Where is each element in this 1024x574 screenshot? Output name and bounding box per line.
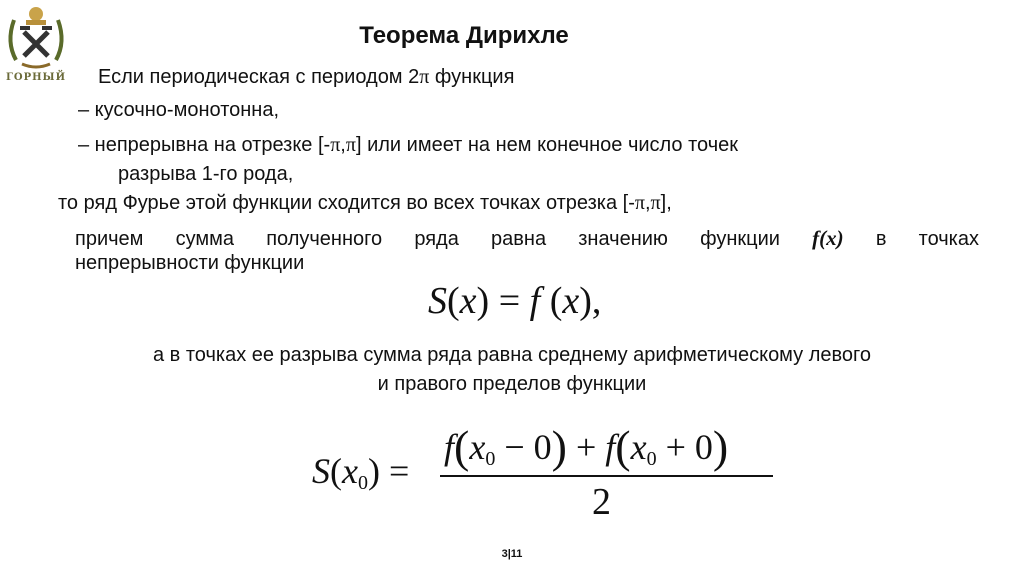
symbol-S: S [428,280,447,322]
continuity-line2: непрерывности функции [75,252,305,274]
pi-symbol: π [419,66,430,88]
symbol-x: x [562,280,580,322]
symbol-S: S [312,451,330,491]
formula-denominator: 2 [592,481,611,523]
condition-suffix: ] или имеет на нем конечное число точек [355,134,739,156]
slide-title: Теорема Дирихле [359,22,569,49]
subscript-zero: 0 [485,448,496,470]
formula-discontinuity [312,420,782,530]
symbol-x: x [342,451,358,491]
convergence-suffix: ], [660,192,672,214]
discontinuity-line2: и правого пределов функции [377,373,647,395]
subscript-zero: 0 [646,448,657,470]
symbol-x: x [459,280,477,322]
function-fx: f(x) [812,226,844,250]
continuity-prefix: причем сумма полученного ряда равна значению функции [75,228,813,250]
formula-numerator: $f(x_0 - 0) + f(x_0 + 0)$ [444,421,729,472]
page-number: 3|11 [501,548,523,560]
subscript-zero: 0 [357,472,368,494]
condition-prefix: – непрерывна на отрезке [- [78,134,331,156]
minus-zero: − 0 [495,427,552,467]
fraction-bar [440,475,773,477]
symbol-x: x [469,427,486,467]
formula-lhs: $S(x_0)$ = [312,451,410,494]
discontinuity-line1: а в точках ее разрыва сумма ряда равна среднему арифметическому левого [152,344,872,366]
continuity-statement [75,226,979,251]
symbol-f: f [605,427,616,467]
plus-zero: + 0 [656,427,713,467]
continuity-suffix: в точках [843,228,979,250]
intro-text: Если периодическая с периодом 2 [98,66,420,88]
condition-monotone: – кусочно-монотонна, [78,99,280,121]
symbol-f: f [529,280,541,322]
intro-tail: функция [429,66,515,88]
convergence-statement [58,192,672,215]
theorem-intro [98,66,514,89]
plus-sign: + [566,427,606,467]
symbol-x: x [630,427,647,467]
formula-continuity: S(x) = f (x), [428,280,602,322]
pi-symbol: π [650,192,661,214]
equals-sign: = [498,280,521,322]
condition-continuation: разрыва 1-го рода, [118,163,294,185]
pi-symbol: π [345,134,356,156]
convergence-prefix: то ряд Фурье этой функции сходится во всех точках отрезка [- [58,192,635,214]
pi-symbol: π [330,134,341,156]
comma: , [644,192,651,214]
condition-continuous [78,134,738,157]
comma: , [340,134,346,156]
symbol-f: f [444,427,455,467]
pi-symbol: π [634,192,645,214]
logo-text: ГОРНЫЙ [5,72,67,83]
